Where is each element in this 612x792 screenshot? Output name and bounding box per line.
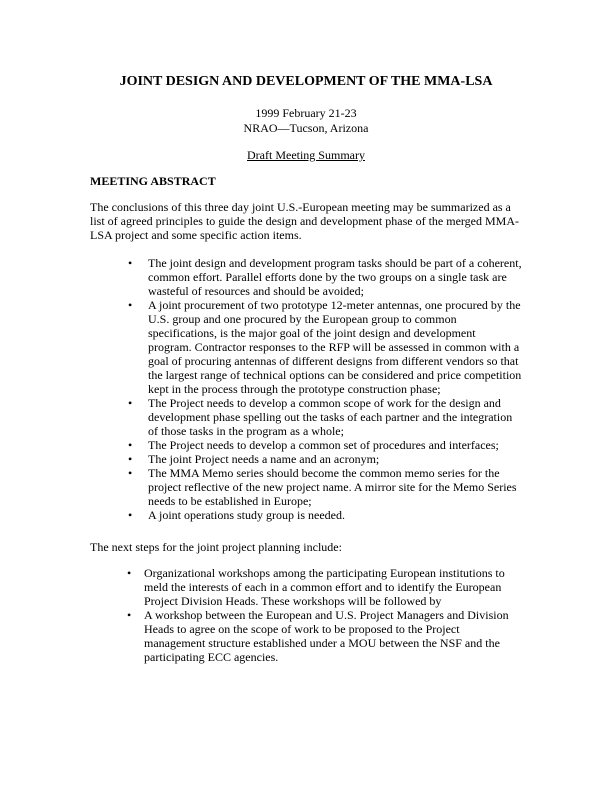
list-item bbox=[90, 466, 522, 508]
list-item-text: The MMA Memo series should become the common memo series for the project reflective of the new project name. A mirror site for the Memo Series needs to be established in Europe; bbox=[148, 466, 517, 508]
list-item-text: Organizational workshops among the participating European institutions to meld the interests of each in a common effort and to identify the European Project Division Heads. These workshops will be followed by bbox=[144, 566, 505, 608]
meeting-location: NRAO—Tucson, Arizona bbox=[243, 121, 369, 135]
bullet-icon: • bbox=[128, 396, 133, 410]
bullet-icon: • bbox=[128, 298, 133, 312]
document-title: JOINT DESIGN AND DEVELOPMENT OF THE MMA-LSA bbox=[119, 74, 493, 89]
list-item-text: The Project needs to develop a common scope of work for the design and development phase spelling out the tasks of each partner and the integration of those tasks in the program as a whole; bbox=[148, 396, 513, 438]
list-item-text: The Project needs to develop a common set of procedures and interfaces; bbox=[148, 438, 499, 452]
section-heading: MEETING ABSTRACT bbox=[90, 174, 216, 188]
list-item bbox=[90, 256, 522, 298]
summary-label-line bbox=[0, 148, 612, 162]
list-item bbox=[90, 452, 522, 466]
summary-label: Draft Meeting Summary bbox=[247, 148, 365, 162]
next-steps-intro: The next steps for the joint project planning include: bbox=[90, 540, 342, 554]
list-item-text: A joint operations study group is needed. bbox=[148, 508, 345, 522]
list-item-text: A workshop between the European and U.S. Project Managers and Division Heads to agree on the scope of work to be proposed to the Project management structure established under a MOU between the NSF and the participating ECC agencies. bbox=[144, 608, 509, 664]
bullet-icon: • bbox=[127, 608, 132, 622]
principles-list bbox=[90, 256, 522, 522]
list-item bbox=[90, 566, 522, 608]
list-item-text: A joint procurement of two prototype 12-meter antennas, one procured by the U.S. group and one procured by the European group to common specifications, is the major goal of the joint design and development program. Contractor responses to the RFP will be assessed in common with a goal of procuring antennas of different designs from different vendors so that the largest range of technical options can be considered and price competition kept in the process through the prototype construction phase; bbox=[148, 298, 522, 396]
list-item-text: The joint Project needs a name and an acronym; bbox=[148, 452, 380, 466]
bullet-icon: • bbox=[128, 256, 133, 270]
intro-paragraph: The conclusions of this three day joint U.S.-European meeting may be summarized as a list of agreed principles to guide the design and development phase of the merged MMA-LSA project and some specific action items. bbox=[90, 200, 519, 242]
list-item bbox=[90, 508, 522, 522]
next-steps-list bbox=[90, 566, 522, 664]
list-item bbox=[90, 396, 522, 438]
bullet-icon: • bbox=[128, 452, 133, 466]
bullet-icon: • bbox=[127, 566, 132, 580]
bullet-icon: • bbox=[128, 438, 133, 452]
list-item bbox=[90, 438, 522, 452]
bullet-icon: • bbox=[128, 466, 133, 480]
list-item bbox=[90, 608, 522, 664]
bullet-icon: • bbox=[128, 508, 133, 522]
list-item bbox=[90, 298, 522, 396]
list-item-text: The joint design and development program tasks should be part of a coherent, common effort. Parallel efforts done by the two groups on a single task are wasteful of resources and should be avoided; bbox=[148, 256, 522, 298]
meeting-date: 1999 February 21-23 bbox=[255, 106, 357, 120]
